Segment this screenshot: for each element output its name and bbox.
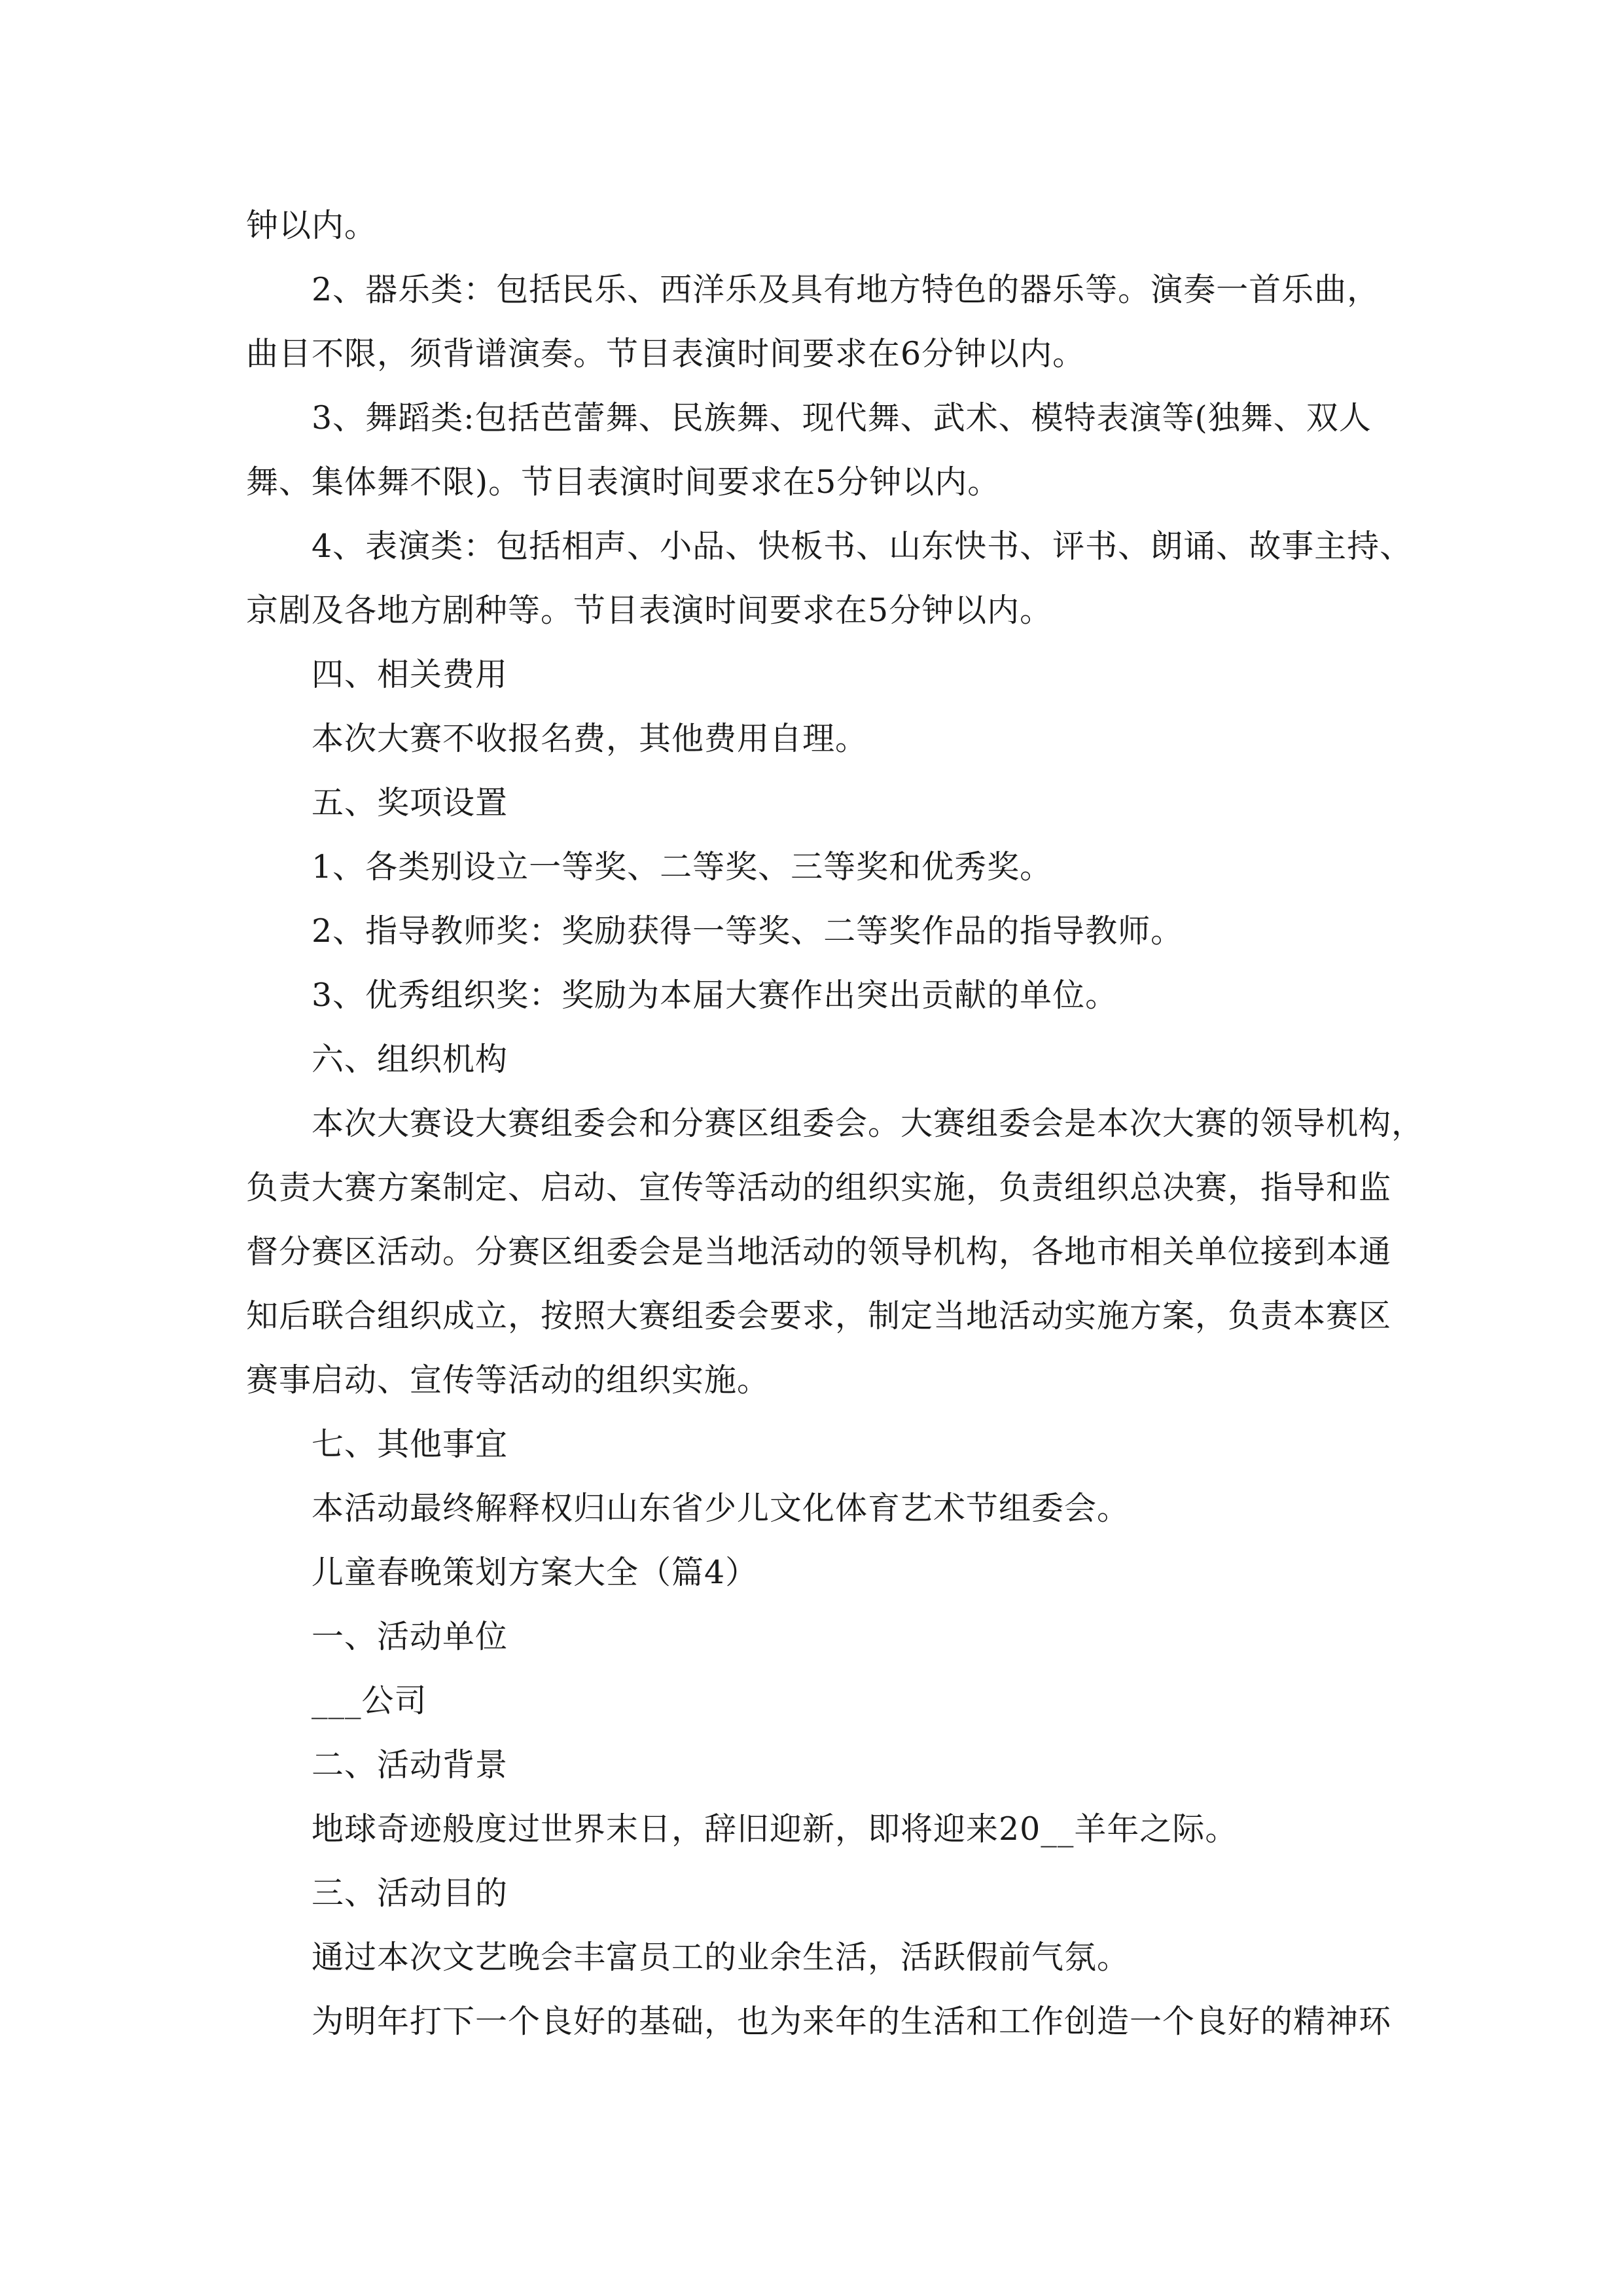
text-line: 本活动最终解释权归山东省少儿文化体育艺术节组委会。 xyxy=(312,1490,1130,1527)
text-line: 三、活动目的 xyxy=(312,1874,508,1912)
text-line: 知后联合组织成立，按照大赛组委会要求，制定当地活动实施方案，负责本赛区 xyxy=(246,1297,1392,1335)
text-line: 钟以内。 xyxy=(246,207,378,244)
text-line: 儿童春晚策划方案大全（篇4） xyxy=(312,1554,758,1591)
text-line: 曲目不限，须背谱演奏。节目表演时间要求在6分钟以内。 xyxy=(246,335,1086,372)
text-line: 通过本次文艺晚会丰富员工的业余生活，活跃假前气氛。 xyxy=(312,1939,1130,1976)
text-line: 1、各类别设立一等奖、二等奖、三等奖和优秀奖。 xyxy=(312,848,1053,886)
text-line: 舞、集体舞不限)。节目表演时间要求在5分钟以内。 xyxy=(246,463,1001,501)
document-body xyxy=(246,194,1425,2054)
text-line: 一、活动单位 xyxy=(312,1618,508,1655)
text-line: 二、活动背景 xyxy=(312,1746,508,1784)
text-line: 京剧及各地方剧种等。节目表演时间要求在5分钟以内。 xyxy=(246,592,1053,629)
text-line: 本次大赛不收报名费，其他费用自理。 xyxy=(312,720,868,757)
text-line: 四、相关费用 xyxy=(312,656,508,693)
text-line: 2、指导教师奖：奖励获得一等奖、二等奖作品的指导教师。 xyxy=(312,912,1184,950)
text-line: 六、组织机构 xyxy=(312,1041,508,1078)
text-line: 负责大赛方案制定、启动、宣传等活动的组织实施，负责组织总决赛，指导和监 xyxy=(246,1169,1392,1206)
text-line: 4、表演类：包括相声、小品、快板书、山东快书、评书、朗诵、故事主持、 xyxy=(312,528,1413,565)
text-line: 地球奇迹般度过世界末日，辞旧迎新，即将迎来20__羊年之际。 xyxy=(312,1810,1238,1848)
text-line: 3、舞蹈类:包括芭蕾舞、民族舞、现代舞、武术、模特表演等(独舞、双人 xyxy=(312,399,1372,437)
text-line: 七、其他事宜 xyxy=(312,1426,508,1463)
text-line: 督分赛区活动。分赛区组委会是当地活动的领导机构，各地市相关单位接到本通 xyxy=(246,1233,1392,1270)
text-line: 2、器乐类：包括民乐、西洋乐及具有地方特色的器乐等。演奏一首乐曲， xyxy=(312,271,1380,308)
text-line: 五、奖项设置 xyxy=(312,784,508,821)
text-line: ___公司 xyxy=(312,1682,427,1719)
text-line: 本次大赛设大赛组委会和分赛区组委会。大赛组委会是本次大赛的领导机构， xyxy=(312,1105,1425,1142)
text-line: 赛事启动、宣传等活动的组织实施。 xyxy=(246,1361,770,1399)
text-line: 3、优秀组织奖：奖励为本届大赛作出突出贡献的单位。 xyxy=(312,977,1118,1014)
text-line: 为明年打下一个良好的基础，也为来年的生活和工作创造一个良好的精神环 xyxy=(312,2003,1392,2040)
